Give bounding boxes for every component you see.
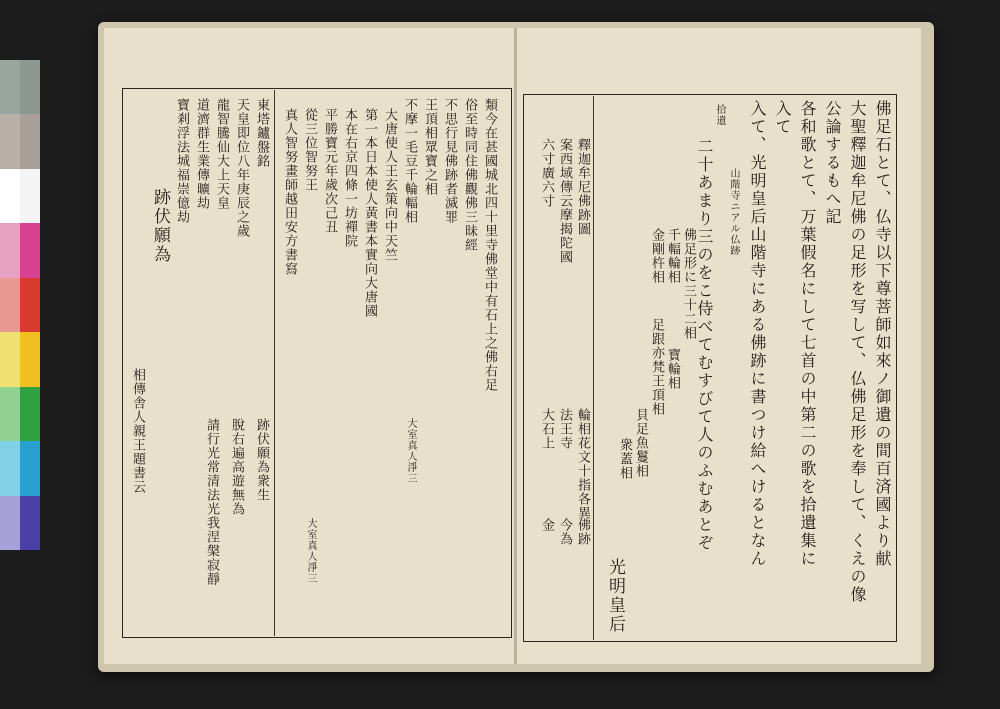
color-patch-row [0,169,40,223]
text-column: 王頂相眾寶之相 [422,98,437,196]
list-item: 金剛杵相 [649,228,664,284]
color-calibration-strip [0,60,40,550]
column-divider [593,96,594,640]
color-patch [20,441,40,495]
text-column: 佛跡 [575,518,590,546]
color-patch [0,114,20,168]
text-column: 跡伏願為 [150,188,170,264]
color-patch [0,278,20,332]
color-patch-row [0,387,40,441]
list-item: 千輻輪相 [665,228,680,284]
text-column: 第一本日本使人黃書本實向大唐國 [362,108,377,318]
list-item: 貝足魚鬘相 [633,408,648,478]
text-column: 案西域傳云摩揭陀國 [557,138,572,264]
text-column: 脫右遍高遊無為 [229,418,244,516]
text-column: 金 [539,518,554,532]
signature: 光明皇后 [605,558,625,634]
text-column: 寶剎浮法城福崇億劫 [174,98,189,224]
text-column: 釋迦牟尼佛跡圖 [575,138,590,236]
text-column: 六寸廣六寸 [539,138,554,208]
color-patch-row [0,496,40,550]
handwritten-column: 入て、光明皇后山階寺にある佛跡に書つけ給へけるとなん [748,100,767,568]
color-patch-row [0,441,40,495]
text-column: 天皇即位八年庚辰之歲 [234,98,249,238]
text-column: 道濟群生業傳曠劫 [194,98,209,210]
list-item: 寶輪相 [665,348,680,390]
color-patch [20,332,40,386]
handwritten-column: 公論するもへ記 [823,100,842,226]
text-column: 大唐使人王玄策向中天竺 [382,108,397,262]
handwritten-column: 大聖釋迦牟尼佛の足形を写して、仏佛足形を奉して、くえの像 [848,100,867,604]
text-column: 跡伏願為衆生 [254,418,269,502]
color-patch-row [0,332,40,386]
text-column: 不摩一毛豆千輪輻相 [402,98,417,224]
text-column: 不思行見佛跡者滅罪 [442,98,457,224]
color-patch [0,332,20,386]
text-column: 平勝寶元年歲次己丑 [322,108,337,234]
poem-column: 二十あまり三のをこ侍べてむすびて人のふむあとぞ [695,138,714,552]
color-patch [0,60,20,114]
color-patch [20,223,40,277]
text-column: 東塔鑪盤銘 [254,98,269,168]
text-column: 本在右京四條一坊禪院 [342,108,357,248]
list-item: 足跟亦梵王頂相 [649,318,664,416]
text-column: 從三位智努王 [302,108,317,192]
text-column: 真人智努畫師越田安方書寫 [282,108,297,276]
text-column: 輪相花文十指各異 [575,408,590,520]
text-column: 法王寺 [557,408,572,450]
color-patch-row [0,60,40,114]
color-patch-row [0,223,40,277]
color-patch [20,387,40,441]
small-note: 山階寺ニアル仏跡 [728,168,739,256]
color-patch [0,223,20,277]
list-item: 佛足形に三十二相 [681,228,696,340]
left-page [104,28,515,664]
color-patch [20,114,40,168]
text-column: 請行光常清法光我涅槃寂靜 [204,418,219,586]
right-page [516,28,921,664]
color-patch-row [0,114,40,168]
color-patch [20,496,40,550]
handwritten-column: 入て [773,100,792,136]
color-patch [20,60,40,114]
text-column: 今為 [557,518,572,546]
caption-column: 相傳舎人親王題書云 [130,368,145,494]
handwritten-column: 各和歌とて、万葉假名にして七首の中第二の歌を拾遺集に [798,100,817,568]
shui-label: 拾遺 [714,104,725,126]
color-patch [0,387,20,441]
open-book [98,22,934,672]
text-column: 俗至時同住佛觀佛三昧經 [462,98,477,252]
column-divider [274,90,275,636]
color-patch [0,441,20,495]
color-patch [20,278,40,332]
text-column: 大石上 [539,408,554,450]
small-note: 大室真人淨三 [405,418,416,484]
text-column: 類今在甚國城北四十里寺佛堂中有石上之佛右足 [482,98,497,392]
small-note: 大室真人淨三 [305,518,316,584]
color-patch [0,169,20,223]
color-patch-row [0,278,40,332]
color-patch [20,169,40,223]
handwritten-column: 佛足石とて、仏寺以下尊菩師如來ノ御遺の間百済國より献 [873,100,892,568]
text-column: 龍智騰仙大上天皇 [214,98,229,210]
color-patch [0,496,20,550]
list-item: 衆蓋相 [617,438,632,480]
